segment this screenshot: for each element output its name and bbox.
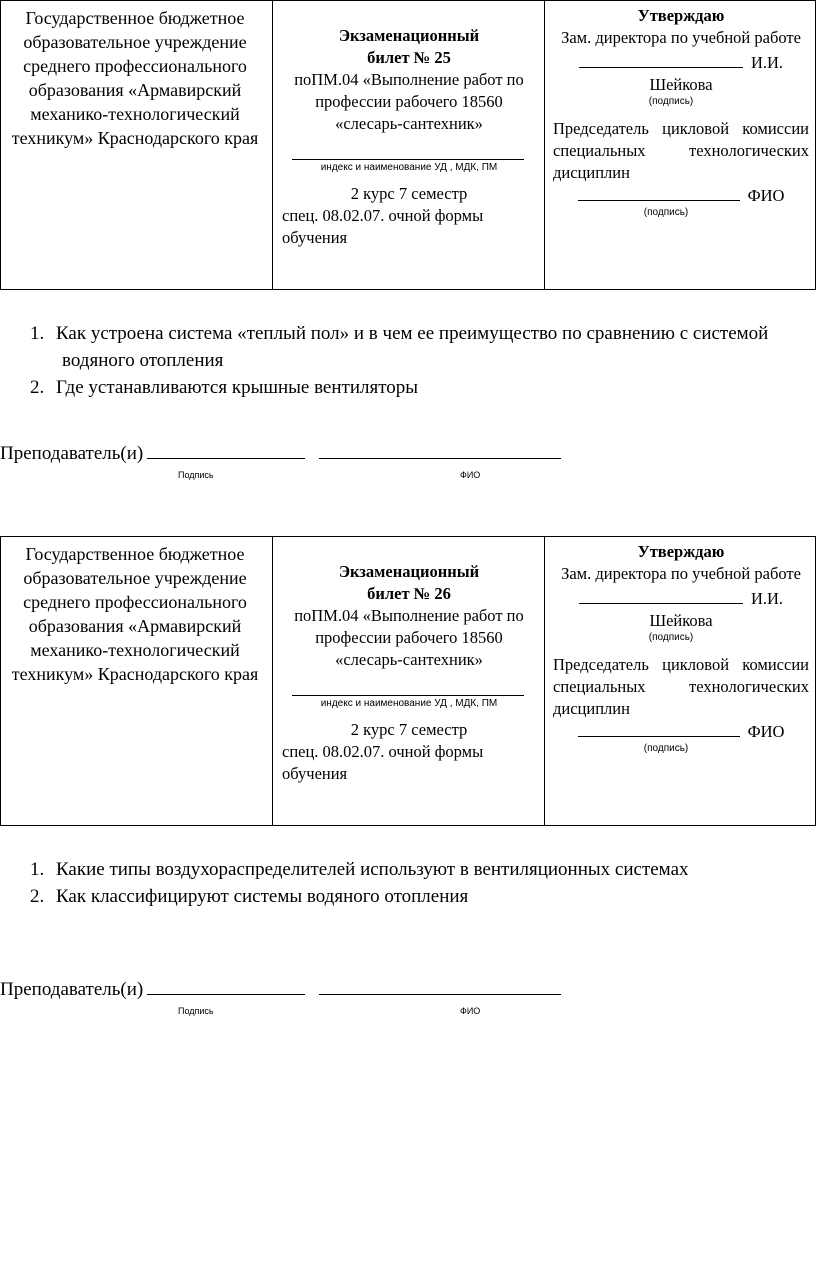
question-item [0,374,816,401]
approve-label: Утверждаю [637,542,725,561]
question-text: Где устанавливаются крышные вентиляторы [56,377,419,398]
module-name: поПМ.04 «Выполнение работ по профессии рабочего 18560 «слесарь-сантехник» [294,606,524,669]
ticket-title-line1: Экзаменационный [338,562,480,581]
teacher-signature-line [147,440,305,459]
teacher-name-line [319,440,561,459]
approval-block [553,541,809,755]
teacher-signature-row [0,440,561,465]
ticket-title-line1: Экзаменационный [338,26,480,45]
teacher-signature-caption: Подпись [178,1006,214,1016]
approval-block [553,5,809,219]
index-caption: индекс и наименование УД , МДК, ПМ [320,698,498,709]
cycle-commission-chair: Председатель цикловой комиссии специальных технологических дисциплин [553,655,809,718]
ticket-header-table [0,536,816,826]
index-caption: индекс и наименование УД , МДК, ПМ [320,162,498,173]
column-divider [272,1,273,289]
deputy-signature-row [553,51,809,74]
question-number: 1. [30,859,45,880]
column-divider [544,1,545,289]
teacher-signature-caption: Подпись [178,470,214,480]
teacher-label: Преподаватель(и) [0,443,144,464]
column-divider [544,537,545,825]
teacher-name-line [319,976,561,995]
deputy-signature-line [579,587,743,604]
deputy-signature-caption: (подпись) [648,96,694,107]
institution-name: Государственное бюджетное образовательное учреждение среднего профессионального образования «Армавирский механико-технологический техникум» Краснодарского края [11,8,259,148]
question-text: Как классифицируют системы водяного отопления [56,886,469,907]
ticket-number: билет № 25 [367,48,451,67]
chair-signature-row [553,184,809,207]
question-text: Какие типы воздухораспределителей используют в вентиляционных системах [56,859,689,880]
specialty: спец. 08.02.07. очной формы обучения [282,206,484,247]
institution-name: Государственное бюджетное образовательное учреждение среднего профессионального образования «Армавирский механико-технологический техникум» Краснодарского края [11,544,259,684]
specialty: спец. 08.02.07. очной формы обучения [282,742,484,783]
ticket-title-block [282,561,536,785]
course-semester: 2 курс 7 семестр [350,720,468,739]
question-item [0,856,816,883]
chair-signature-line [578,720,740,737]
exam-ticket-26 [0,536,816,1036]
question-text: Как устроена система «теплый пол» и в чем ее преимущество по сравнению с системой водяного отопления [56,323,769,371]
cycle-commission-chair: Председатель цикловой комиссии специальных технологических дисциплин [553,119,809,182]
teacher-signature-line [147,976,305,995]
deputy-initials: И.И. [750,589,784,608]
question-number: 2. [30,377,45,398]
teacher-label: Преподаватель(и) [0,979,144,1000]
deputy-signature-caption: (подпись) [648,632,694,643]
index-line [292,159,524,160]
deputy-initials: И.И. [750,53,784,72]
question-number: 2. [30,886,45,907]
exam-ticket-25 [0,0,816,500]
ticket-number: билет № 26 [367,584,451,603]
teacher-name-caption: ФИО [460,470,481,480]
column-divider [272,537,273,825]
chair-name-label: ФИО [747,722,785,741]
deputy-director-label: Зам. директора по учебной работе [561,28,801,47]
chair-name-label: ФИО [747,186,785,205]
module-name: поПМ.04 «Выполнение работ по профессии рабочего 18560 «слесарь-сантехник» [294,70,524,133]
ticket-title-block [282,25,536,249]
teacher-signature-row [0,976,561,1001]
question-list [0,320,816,401]
deputy-director-label: Зам. директора по учебной работе [561,564,801,583]
question-number: 1. [30,323,45,344]
chair-signature-caption: (подпись) [643,207,689,218]
chair-signature-row [553,720,809,743]
index-line [292,695,524,696]
deputy-signature-row [553,587,809,610]
question-item [0,883,816,910]
course-semester: 2 курс 7 семестр [350,184,468,203]
approve-label: Утверждаю [637,6,725,25]
deputy-surname: Шейкова [649,611,713,630]
chair-signature-caption: (подпись) [643,743,689,754]
question-list [0,856,816,910]
ticket-header-table [0,0,816,290]
deputy-surname: Шейкова [649,75,713,94]
teacher-name-caption: ФИО [460,1006,481,1016]
chair-signature-line [578,184,740,201]
deputy-signature-line [579,51,743,68]
question-item [0,320,816,374]
